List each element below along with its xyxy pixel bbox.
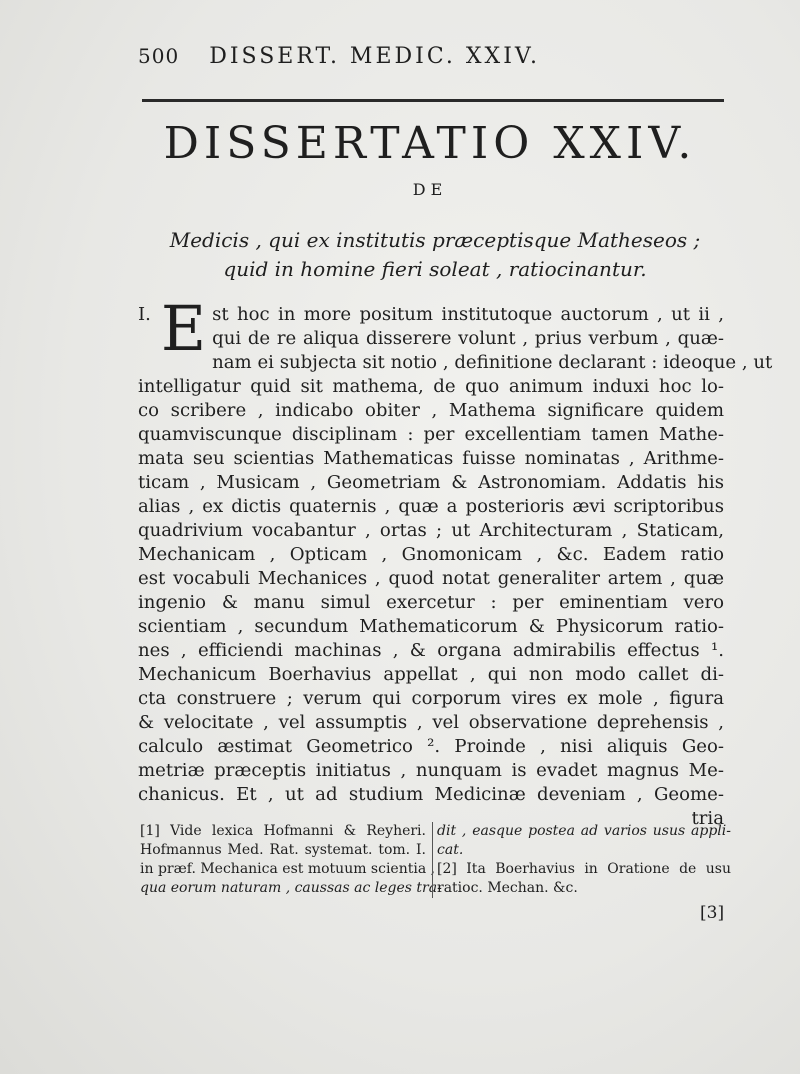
body-line: quamviscunque disciplinam : per excellentiam tamen Mathe- [138, 424, 724, 445]
body-line: cta construere ; verum qui corporum vires ex mole , figura [138, 688, 724, 709]
body-line: est vocabuli Mechanices , quod notat generaliter artem , quæ [138, 568, 724, 589]
footnote-line: [1] Vide lexica Hofmanni & Reyheri. [140, 823, 426, 839]
body-line: & velocitate , vel assumptis , vel observatione deprehensis , [138, 712, 724, 733]
body-line: Mechanicam , Opticam , Gnomonicam , &c. Eadem ratio [138, 544, 724, 565]
running-header [138, 44, 728, 69]
footnote-line: ratioc. Mechan. &c. [437, 880, 578, 896]
body-line: st hoc in more positum institutoque auctorum , ut ii , [212, 304, 724, 325]
title-preposition: DE [412, 180, 448, 199]
running-title: DISSERT. MEDIC. XXIV. [209, 44, 540, 69]
footnote-line: dit , easque postea ad varios usus appli- [437, 823, 731, 839]
body-line: qui de re aliqua disserere volunt , prius verbum , quæ- [212, 328, 724, 349]
body-line: alias , ex dictis quaternis , quæ a posterioris ævi scriptoribus [138, 496, 724, 517]
dissertation-subtitle [140, 226, 730, 284]
body-line: ingenio & manu simul exercetur : per eminentiam vero [138, 592, 724, 613]
footnote-column-right [432, 822, 731, 898]
body-line: co scribere , indicabo obiter , Mathema significare quidem [138, 400, 724, 421]
footnote-line: [2] Ita Boerhavius in Oratione de usu [437, 861, 731, 877]
header-rule [142, 99, 724, 102]
body-line: mata seu scientias Mathematicas fuisse nominatas , Arithme- [138, 448, 724, 469]
body-line: nam ei subjecta sit notio , definitione declarant : ideoque , ut [212, 352, 773, 373]
catchword: tria [691, 808, 724, 829]
body-line: intelligatur quid sit mathema, de quo animum induxi hoc lo- [138, 376, 724, 397]
footnote-line: cat. [437, 842, 464, 858]
body-line: Mechanicum Boerhavius appellat , qui non modo callet di- [138, 664, 724, 685]
body-line: scientiam , secundum Mathematicorum & Physicorum ratio- [138, 616, 724, 637]
body-line: nes , efficiendi machinas , & organa admirabilis effectus ¹. [138, 640, 724, 661]
body-line: chanicus. Et , ut ad studium Medicinæ deveniam , Geome- [138, 784, 724, 805]
footnote-line: qua eorum naturam , caussas ac leges tra- [140, 880, 442, 896]
body-line: ticam , Musicam , Geometriam & Astronomiam. Addatis his [138, 472, 724, 493]
page-number: 500 [138, 44, 180, 68]
body-line: metriæ præceptis initiatus , nunquam is evadet magnus Me- [138, 760, 724, 781]
drop-cap: E [160, 292, 207, 365]
subtitle-line-1: Medicis , qui ex institutis præceptisque Matheseos ; [169, 228, 701, 252]
dissertation-title: DISSERTATIO XXIV. [163, 118, 697, 169]
body-line: quadrivium vocabantur , ortas ; ut Architecturam , Staticam, [138, 520, 724, 541]
section-numeral: I. [138, 304, 151, 325]
subtitle-line-2: quid in homine fieri soleat , ratiocinantur. [223, 257, 647, 281]
footnote-line: in præf. Mechanica est motuum scientia , [140, 861, 436, 877]
footnote-line: Hofmannus Med. Rat. systemat. tom. I. [140, 842, 426, 858]
body-line: calculo æstimat Geometrico ². Proinde , nisi aliquis Geo- [138, 736, 724, 757]
signature-mark: [3] [700, 903, 725, 923]
footnote-column-left [140, 822, 442, 898]
